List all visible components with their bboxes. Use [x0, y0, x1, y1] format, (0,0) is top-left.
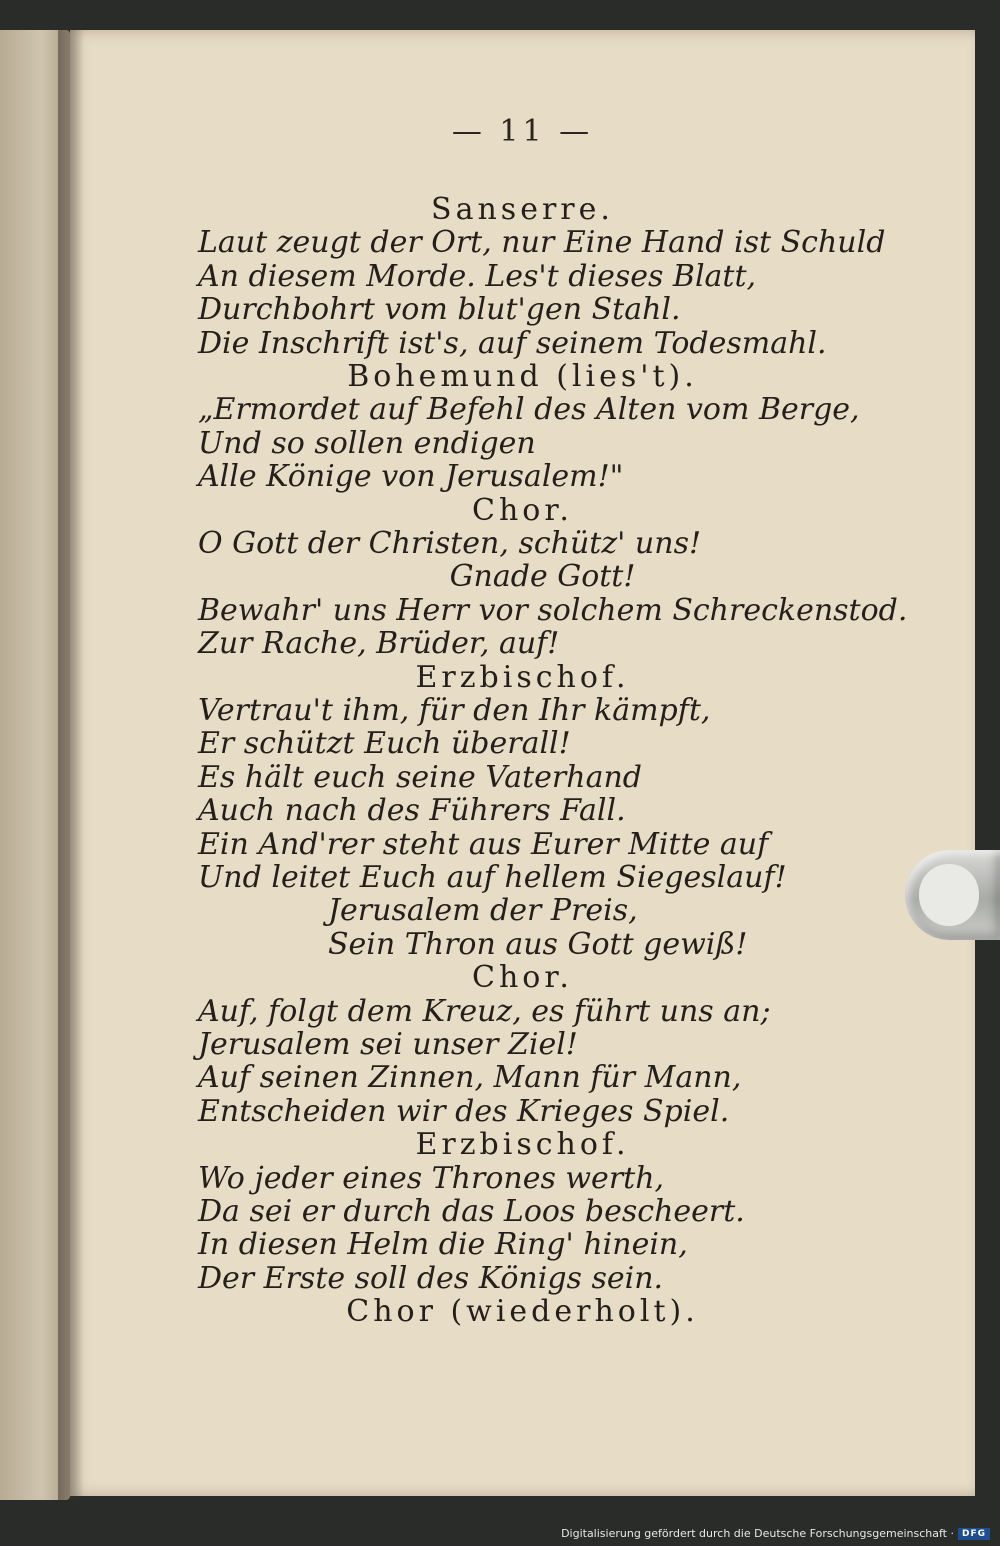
verse-line: Sein Thron aus Gott gewiß! — [328, 926, 748, 962]
verse-line: Laut zeugt der Ort, nur Eine Hand ist Schuld — [198, 225, 886, 261]
verse-line: Ein And'rer steht aus Eurer Mitte auf — [198, 826, 769, 862]
verse-line: Auf seinen Zinnen, Mann für Mann, — [198, 1060, 742, 1096]
speaker-heading: Chor. — [472, 492, 573, 528]
verse-line: Wo jeder eines Thrones werth, — [198, 1160, 665, 1196]
verse-line: Alle Könige von Jerusalem!" — [198, 459, 624, 495]
verse-line: Entscheiden wir des Krieges Spiel. — [198, 1093, 730, 1129]
speaker-heading: Erzbischof. — [415, 659, 630, 695]
gutter-shadow — [58, 30, 84, 1500]
book-page — [70, 30, 975, 1496]
speaker-heading: Chor (wiederholt). — [346, 1294, 699, 1330]
speaker-heading: Sanserre. — [431, 192, 614, 227]
verse-line: Auch nach des Führers Fall. — [198, 793, 626, 829]
verse-line: Gnade Gott! — [449, 559, 636, 595]
page-number: — 11 — — [451, 114, 594, 149]
verse-line: Und so sollen endigen — [198, 425, 536, 461]
verse-line: „Ermordet auf Befehl des Alten vom Berge, — [198, 392, 860, 428]
page-clip — [905, 850, 1000, 940]
verse-line: Bewahr' uns Herr vor solchem Schreckenstod. — [198, 592, 908, 628]
digitization-credit — [561, 1527, 990, 1540]
verse-line: Der Erste soll des Königs sein. — [198, 1260, 664, 1296]
verse-line: Da sei er durch das Loos bescheert. — [198, 1194, 745, 1229]
verse-line: Es hält euch seine Vaterhand — [198, 759, 642, 795]
credit-text: Digitalisierung gefördert durch die Deutsche Forschungsgemeinschaft · — [561, 1527, 954, 1540]
speaker-heading: Bohemund (lies't). — [347, 359, 698, 394]
verse-line: Und leitet Euch auf hellem Siegeslauf! — [198, 860, 787, 895]
verse-line: In diesen Helm die Ring' hinein, — [198, 1227, 688, 1263]
verse-line: Er schützt Euch überall! — [198, 726, 571, 762]
verse-line: Durchbohrt vom blut'gen Stahl. — [198, 292, 681, 328]
verse-line: O Gott der Christen, schütz' uns! — [198, 526, 702, 561]
verse-line: An diesem Morde. Les't dieses Blatt, — [198, 258, 757, 294]
verse-line: Vertrau't ihm, für den Ihr kämpft, — [198, 693, 711, 728]
verse-line: Auf, folgt dem Kreuz, es führt uns an; — [198, 993, 771, 1029]
speaker-heading: Chor. — [472, 960, 573, 996]
verse-line: Zur Rache, Brüder, auf! — [198, 626, 560, 662]
speaker-heading: Erzbischof. — [415, 1127, 630, 1163]
verse-line: Jerusalem der Preis, — [328, 893, 638, 929]
dfg-logo: DFG — [958, 1528, 990, 1540]
verse-line: Jerusalem sei unser Ziel! — [198, 1027, 578, 1062]
verse-line: Die Inschrift ist's, auf seinem Todesmahl. — [198, 325, 827, 361]
